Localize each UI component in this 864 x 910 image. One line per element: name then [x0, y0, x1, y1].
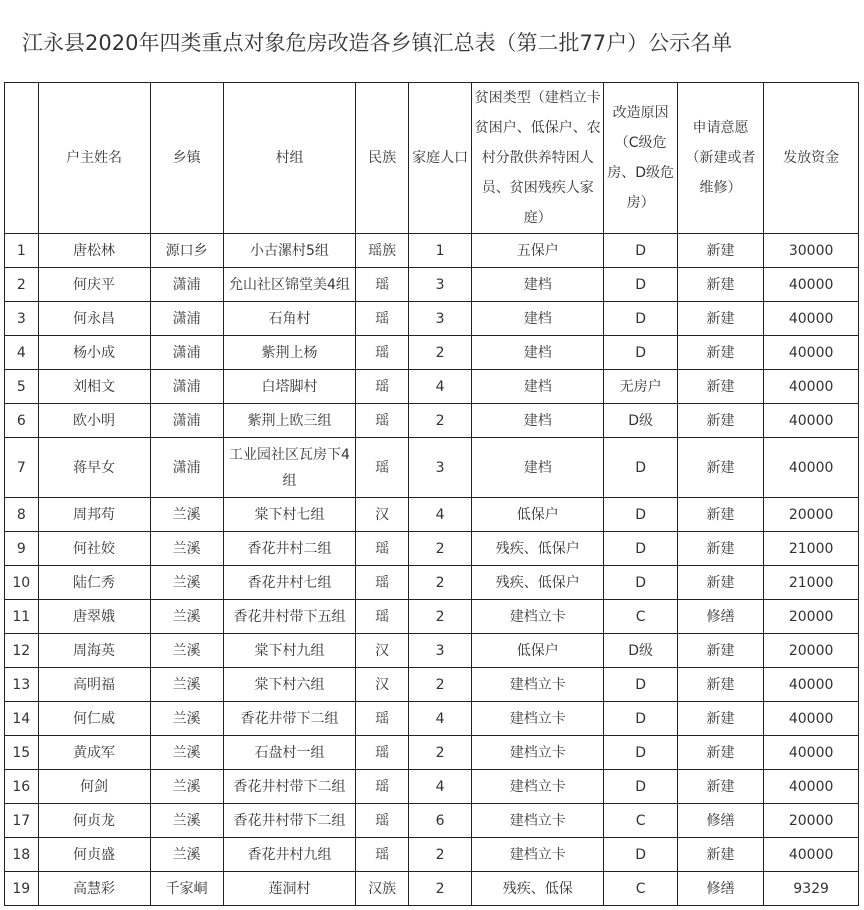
cell-name: 何剑	[38, 770, 150, 804]
cell-name: 陆仁秀	[38, 566, 150, 600]
cell-name: 何永昌	[38, 302, 150, 336]
cell-poverty-type: 建档	[472, 302, 604, 336]
cell-family-size: 3	[409, 438, 472, 498]
cell-fund: 20000	[764, 600, 859, 634]
header-fund: 发放资金	[764, 83, 859, 234]
header-ethnicity: 民族	[356, 83, 409, 234]
cell-poverty-type: 建档立卡	[472, 600, 604, 634]
cell-name: 何社姣	[38, 532, 150, 566]
cell-reason: D	[604, 336, 677, 370]
cell-reason: 无房户	[604, 370, 677, 404]
table-row	[5, 302, 859, 336]
cell-family-size: 1	[409, 234, 472, 268]
cell-reason: D	[604, 268, 677, 302]
cell-fund: 40000	[764, 438, 859, 498]
cell-name: 黄成军	[38, 736, 150, 770]
cell-ethnicity: 瑶	[356, 532, 409, 566]
cell-town: 兰溪	[150, 600, 223, 634]
cell-intention: 新建	[677, 268, 764, 302]
page-title: 江永县2020年四类重点对象危房改造各乡镇汇总表（第二批77户）公示名单	[22, 31, 733, 55]
cell-town: 源口乡	[150, 234, 223, 268]
cell-index: 3	[5, 302, 39, 336]
cell-town: 兰溪	[150, 804, 223, 838]
cell-reason: C	[604, 804, 677, 838]
cell-intention: 新建	[677, 336, 764, 370]
cell-fund: 21000	[764, 566, 859, 600]
cell-town: 千家峒	[150, 872, 223, 906]
cell-fund: 40000	[764, 268, 859, 302]
table-row	[5, 600, 859, 634]
cell-poverty-type: 建档立卡	[472, 702, 604, 736]
cell-name: 唐松林	[38, 234, 150, 268]
public-list-table	[4, 82, 859, 906]
cell-intention: 新建	[677, 566, 764, 600]
header-name: 户主姓名	[38, 83, 150, 234]
cell-village: 莲洞村	[223, 872, 355, 906]
cell-index: 16	[5, 770, 39, 804]
cell-village: 香花井带下二组	[223, 702, 355, 736]
cell-intention: 修缮	[677, 600, 764, 634]
cell-family-size: 3	[409, 268, 472, 302]
cell-name: 周海英	[38, 634, 150, 668]
cell-family-size: 3	[409, 634, 472, 668]
cell-village: 香花井村七组	[223, 566, 355, 600]
cell-reason: D	[604, 532, 677, 566]
cell-village: 香花井村带下二组	[223, 804, 355, 838]
table-row	[5, 838, 859, 872]
cell-town: 兰溪	[150, 634, 223, 668]
cell-poverty-type: 残疾、低保户	[472, 532, 604, 566]
cell-town: 兰溪	[150, 736, 223, 770]
cell-name: 高明福	[38, 668, 150, 702]
cell-village: 香花井村带下二组	[223, 770, 355, 804]
cell-town: 潇浦	[150, 438, 223, 498]
cell-fund: 40000	[764, 770, 859, 804]
table-row	[5, 532, 859, 566]
cell-village: 允山社区锦堂美4组	[223, 268, 355, 302]
cell-family-size: 2	[409, 600, 472, 634]
cell-intention: 新建	[677, 498, 764, 532]
cell-intention: 新建	[677, 736, 764, 770]
cell-family-size: 2	[409, 532, 472, 566]
header-index	[5, 83, 39, 234]
cell-ethnicity: 瑶	[356, 838, 409, 872]
cell-fund: 40000	[764, 736, 859, 770]
cell-reason: D	[604, 736, 677, 770]
cell-poverty-type: 建档立卡	[472, 736, 604, 770]
cell-village: 工业园社区瓦房下4组	[223, 438, 355, 498]
cell-town: 兰溪	[150, 668, 223, 702]
cell-name: 杨小成	[38, 336, 150, 370]
cell-family-size: 4	[409, 370, 472, 404]
cell-reason: D	[604, 302, 677, 336]
cell-family-size: 4	[409, 498, 472, 532]
cell-village: 石角村	[223, 302, 355, 336]
cell-ethnicity: 瑶	[356, 736, 409, 770]
cell-family-size: 2	[409, 566, 472, 600]
cell-name: 欧小明	[38, 404, 150, 438]
cell-ethnicity: 瑶	[356, 302, 409, 336]
cell-reason: D	[604, 438, 677, 498]
cell-town: 潇浦	[150, 370, 223, 404]
cell-index: 9	[5, 532, 39, 566]
cell-family-size: 2	[409, 838, 472, 872]
cell-village: 棠下村九组	[223, 634, 355, 668]
table-row	[5, 404, 859, 438]
cell-poverty-type: 残疾、低保户	[472, 566, 604, 600]
cell-fund: 40000	[764, 838, 859, 872]
cell-reason: D	[604, 668, 677, 702]
cell-poverty-type: 建档	[472, 370, 604, 404]
cell-village: 紫荆上杨	[223, 336, 355, 370]
cell-index: 5	[5, 370, 39, 404]
cell-fund: 40000	[764, 302, 859, 336]
cell-reason: C	[604, 872, 677, 906]
cell-intention: 新建	[677, 302, 764, 336]
cell-intention: 新建	[677, 770, 764, 804]
cell-name: 刘相文	[38, 370, 150, 404]
cell-intention: 新建	[677, 668, 764, 702]
cell-name: 何贞龙	[38, 804, 150, 838]
cell-ethnicity: 瑶	[356, 770, 409, 804]
cell-reason: D级	[604, 634, 677, 668]
cell-family-size: 2	[409, 404, 472, 438]
cell-poverty-type: 建档	[472, 336, 604, 370]
cell-index: 8	[5, 498, 39, 532]
cell-index: 17	[5, 804, 39, 838]
cell-town: 兰溪	[150, 770, 223, 804]
cell-family-size: 2	[409, 872, 472, 906]
cell-index: 1	[5, 234, 39, 268]
table-row	[5, 668, 859, 702]
table-row	[5, 498, 859, 532]
cell-village: 香花井村九组	[223, 838, 355, 872]
cell-reason: D	[604, 770, 677, 804]
table-row	[5, 872, 859, 906]
cell-family-size: 4	[409, 702, 472, 736]
cell-family-size: 2	[409, 668, 472, 702]
cell-ethnicity: 瑶	[356, 702, 409, 736]
cell-reason: D	[604, 234, 677, 268]
cell-index: 11	[5, 600, 39, 634]
cell-index: 12	[5, 634, 39, 668]
table-row	[5, 566, 859, 600]
cell-reason: D	[604, 498, 677, 532]
table-row	[5, 770, 859, 804]
cell-ethnicity: 瑶	[356, 566, 409, 600]
cell-fund: 9329	[764, 872, 859, 906]
table-header-row	[5, 83, 859, 234]
cell-ethnicity: 瑶	[356, 268, 409, 302]
cell-name: 蒋早女	[38, 438, 150, 498]
cell-intention: 修缮	[677, 872, 764, 906]
cell-village: 紫荆上欧三组	[223, 404, 355, 438]
cell-village: 香花井村二组	[223, 532, 355, 566]
cell-family-size: 2	[409, 736, 472, 770]
cell-index: 14	[5, 702, 39, 736]
header-town: 乡镇	[150, 83, 223, 234]
table-row	[5, 702, 859, 736]
cell-town: 潇浦	[150, 336, 223, 370]
table-row	[5, 634, 859, 668]
cell-poverty-type: 五保户	[472, 234, 604, 268]
cell-poverty-type: 残疾、低保	[472, 872, 604, 906]
cell-ethnicity: 瑶	[356, 336, 409, 370]
cell-reason: C	[604, 600, 677, 634]
cell-poverty-type: 建档	[472, 404, 604, 438]
cell-name: 唐翠娥	[38, 600, 150, 634]
cell-ethnicity: 瑶	[356, 438, 409, 498]
cell-town: 兰溪	[150, 702, 223, 736]
cell-town: 潇浦	[150, 302, 223, 336]
table-row	[5, 804, 859, 838]
cell-ethnicity: 汉	[356, 634, 409, 668]
cell-ethnicity: 瑶族	[356, 234, 409, 268]
cell-intention: 新建	[677, 634, 764, 668]
cell-fund: 40000	[764, 404, 859, 438]
cell-fund: 20000	[764, 804, 859, 838]
cell-index: 19	[5, 872, 39, 906]
cell-ethnicity: 汉	[356, 498, 409, 532]
cell-index: 10	[5, 566, 39, 600]
cell-village: 小古漯村5组	[223, 234, 355, 268]
table-row	[5, 234, 859, 268]
header-poverty-type: 贫困类型（建档立卡贫困户、低保户、农村分散供养特困人员、贫困残疾人家庭）	[472, 83, 604, 234]
cell-intention: 新建	[677, 438, 764, 498]
cell-town: 兰溪	[150, 532, 223, 566]
cell-reason: D	[604, 702, 677, 736]
cell-town: 潇浦	[150, 404, 223, 438]
cell-poverty-type: 建档立卡	[472, 668, 604, 702]
cell-intention: 修缮	[677, 804, 764, 838]
cell-poverty-type: 建档立卡	[472, 838, 604, 872]
cell-family-size: 6	[409, 804, 472, 838]
header-village: 村组	[223, 83, 355, 234]
cell-family-size: 3	[409, 302, 472, 336]
cell-index: 18	[5, 838, 39, 872]
cell-fund: 20000	[764, 498, 859, 532]
cell-town: 兰溪	[150, 566, 223, 600]
cell-name: 周邦苟	[38, 498, 150, 532]
cell-fund: 40000	[764, 668, 859, 702]
table-row	[5, 336, 859, 370]
cell-index: 2	[5, 268, 39, 302]
cell-intention: 新建	[677, 234, 764, 268]
cell-ethnicity: 汉	[356, 668, 409, 702]
cell-name: 何贞盛	[38, 838, 150, 872]
header-family-size: 家庭人口	[409, 83, 472, 234]
cell-ethnicity: 瑶	[356, 600, 409, 634]
cell-intention: 新建	[677, 702, 764, 736]
cell-fund: 30000	[764, 234, 859, 268]
cell-intention: 新建	[677, 370, 764, 404]
cell-intention: 新建	[677, 838, 764, 872]
table-row	[5, 736, 859, 770]
cell-reason: D级	[604, 404, 677, 438]
cell-ethnicity: 汉族	[356, 872, 409, 906]
cell-reason: D	[604, 838, 677, 872]
cell-poverty-type: 建档立卡	[472, 804, 604, 838]
cell-family-size: 2	[409, 336, 472, 370]
cell-name: 何仁威	[38, 702, 150, 736]
cell-town: 兰溪	[150, 498, 223, 532]
cell-index: 13	[5, 668, 39, 702]
cell-ethnicity: 瑶	[356, 370, 409, 404]
cell-village: 棠下村七组	[223, 498, 355, 532]
cell-ethnicity: 瑶	[356, 804, 409, 838]
cell-village: 白塔脚村	[223, 370, 355, 404]
cell-town: 潇浦	[150, 268, 223, 302]
cell-poverty-type: 建档立卡	[472, 770, 604, 804]
cell-fund: 40000	[764, 702, 859, 736]
cell-poverty-type: 建档	[472, 268, 604, 302]
header-intention: 申请意愿（新建或者维修）	[677, 83, 764, 234]
cell-fund: 21000	[764, 532, 859, 566]
cell-village: 香花井村带下五组	[223, 600, 355, 634]
cell-intention: 新建	[677, 532, 764, 566]
cell-intention: 新建	[677, 404, 764, 438]
table-row	[5, 438, 859, 498]
table-row	[5, 370, 859, 404]
cell-reason: D	[604, 566, 677, 600]
cell-village: 石盘村一组	[223, 736, 355, 770]
cell-name: 高慧彩	[38, 872, 150, 906]
cell-index: 7	[5, 438, 39, 498]
cell-poverty-type: 低保户	[472, 498, 604, 532]
cell-index: 15	[5, 736, 39, 770]
cell-town: 兰溪	[150, 838, 223, 872]
cell-village: 棠下村六组	[223, 668, 355, 702]
cell-index: 4	[5, 336, 39, 370]
cell-family-size: 4	[409, 770, 472, 804]
header-reason: 改造原因（C级危房、D级危房）	[604, 83, 677, 234]
cell-fund: 40000	[764, 336, 859, 370]
cell-poverty-type: 低保户	[472, 634, 604, 668]
cell-fund: 40000	[764, 370, 859, 404]
cell-poverty-type: 建档	[472, 438, 604, 498]
cell-name: 何庆平	[38, 268, 150, 302]
cell-ethnicity: 瑶	[356, 404, 409, 438]
table-row	[5, 268, 859, 302]
cell-index: 6	[5, 404, 39, 438]
cell-fund: 20000	[764, 634, 859, 668]
